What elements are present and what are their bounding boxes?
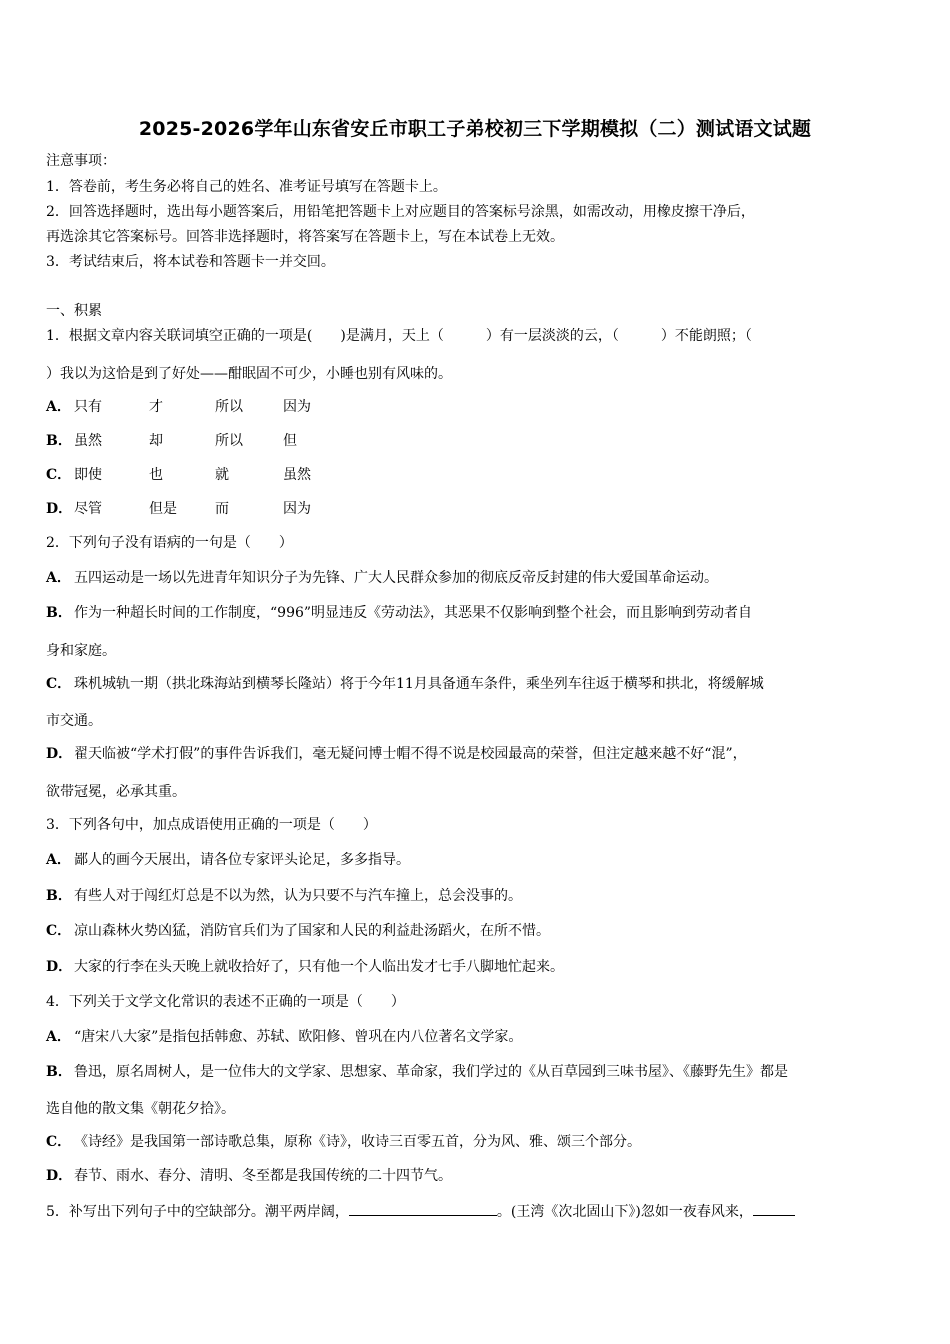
question-3-stem: 3．下列各句中，加点成语使用正确的一项是（ ） [46, 817, 377, 833]
option-word: 但是 [149, 501, 177, 517]
option-word: 而 [215, 501, 229, 517]
option-text: 翟天临被“学术打假”的事件告诉我们，毫无疑问博士帽不得不说是校园最高的荣誉，但注定越来越不好“混”， [74, 746, 747, 762]
q4-option-a [46, 1027, 522, 1047]
q2-option-a [46, 568, 718, 588]
option-label: C． [46, 1134, 72, 1150]
option-text: “唐宋八大家”是指包括韩愈、苏轼、欧阳修、曾巩在内八位著名文学家。 [74, 1029, 523, 1045]
question-5-text: 。(王湾《次北固山下》)忽如一夜春风来， [496, 1204, 753, 1220]
option-label: A． [46, 570, 71, 586]
notice-item: 2．回答选择题时，选出每小题答案后，用铅笔把答题卡上对应题目的答案标号涂黑，如需改动，用橡皮擦干净后， [46, 204, 755, 220]
q2-option-c-cont: 市交通。 [46, 713, 102, 729]
q2-option-c [46, 674, 764, 694]
page-title: 2025-2026学年山东省安丘市职工子弟校初三下学期模拟（二）测试语文试题 [138, 118, 812, 140]
q2-option-b-cont: 身和家庭。 [46, 643, 116, 659]
option-word: 只有 [74, 399, 102, 415]
option-label: C． [46, 676, 72, 692]
question-5-text: 5．补写出下列句子中的空缺部分。潮平两岸阔， [46, 1204, 349, 1220]
q3-option-d [46, 957, 564, 977]
q1-option-a [46, 397, 311, 417]
q2-option-d [46, 744, 747, 764]
option-label: C． [46, 923, 72, 939]
option-word: 虽然 [74, 433, 102, 449]
option-label: D． [46, 1168, 73, 1184]
notice-item: 3．考试结束后，将本试卷和答题卡一并交回。 [46, 254, 335, 270]
q4-option-d [46, 1166, 452, 1186]
option-text: 《诗经》是我国第一部诗歌总集，原称《诗》，收诗三百零五首，分为风、雅、颂三个部分。 [74, 1134, 641, 1150]
q3-option-c [46, 921, 550, 941]
option-label: D． [46, 501, 73, 517]
q4-option-b-cont: 选自他的散文集《朝花夕拾》。 [46, 1101, 235, 1117]
option-text: 珠机城轨一期（拱北珠海站到横琴长隆站）将于今年11月具备通车条件，乘坐列车往返于横琴和拱北，将缓解城 [74, 676, 764, 692]
answer-blank[interactable] [753, 1201, 795, 1216]
option-text: 大家的行李在头天晚上就收拾好了，只有他一个人临出发才七手八脚地忙起来。 [74, 959, 564, 975]
option-label: B． [46, 888, 72, 904]
question-1-stem-cont: ）我以为这恰是到了好处——酣眠固不可少，小睡也别有风味的。 [46, 366, 452, 382]
q1-option-b [46, 431, 297, 451]
option-word: 才 [149, 399, 163, 415]
q3-option-a [46, 850, 410, 870]
q1-option-d [46, 499, 311, 519]
option-text: 作为一种超长时间的工作制度，“996”明显违反《劳动法》，其恶果不仅影响到整个社会，而且影响到劳动者自 [74, 605, 753, 621]
option-word: 因为 [283, 399, 311, 415]
option-label: D． [46, 959, 73, 975]
question-5-stem [46, 1201, 795, 1222]
answer-blank[interactable] [349, 1201, 497, 1216]
notice-item: 1．答卷前，考生务必将自己的姓名、准考证号填写在答题卡上。 [46, 179, 447, 195]
option-word: 虽然 [283, 467, 311, 483]
question-4-stem: 4．下列关于文学文化常识的表述不正确的一项是（ ） [46, 994, 405, 1010]
option-word: 但 [283, 433, 297, 449]
option-word: 也 [149, 467, 163, 483]
q4-option-b [46, 1062, 788, 1082]
option-text: 五四运动是一场以先进青年知识分子为先锋、广大人民群众参加的彻底反帝反封建的伟大爱国革命运动。 [74, 570, 718, 586]
option-label: B． [46, 433, 72, 449]
option-label: B． [46, 605, 72, 621]
option-word: 尽管 [74, 501, 102, 517]
question-2-stem: 2．下列句子没有语病的一句是（ ） [46, 535, 293, 551]
option-text: 鄙人的画今天展出，请各位专家评头论足，多多指导。 [74, 852, 410, 868]
option-label: D． [46, 746, 73, 762]
q4-option-c [46, 1132, 641, 1152]
section-heading: 一、积累 [46, 303, 102, 319]
option-text: 有些人对于闯红灯总是不以为然，认为只要不与汽车撞上，总会没事的。 [74, 888, 522, 904]
q2-option-d-cont: 欲带冠冕，必承其重。 [46, 784, 186, 800]
option-text: 春节、雨水、春分、清明、冬至都是我国传统的二十四节气。 [74, 1168, 452, 1184]
option-text: 凉山森林火势凶猛，消防官兵们为了国家和人民的利益赴汤蹈火，在所不惜。 [74, 923, 550, 939]
option-label: A． [46, 399, 71, 415]
notice-heading: 注意事项： [46, 153, 116, 169]
question-1-stem: 1．根据文章内容关联词填空正确的一项是( )是满月，天上（ ）有一层淡淡的云，（ ）不能朗照；（ [46, 328, 752, 344]
q1-option-c [46, 465, 311, 485]
option-word: 所以 [215, 399, 243, 415]
option-label: B． [46, 1064, 72, 1080]
option-label: A． [46, 852, 71, 868]
option-word: 就 [215, 467, 229, 483]
notice-item: 再选涂其它答案标号。回答非选择题时，将答案写在答题卡上，写在本试卷上无效。 [46, 229, 564, 245]
option-word: 却 [149, 433, 163, 449]
option-word: 所以 [215, 433, 243, 449]
q3-option-b [46, 886, 522, 906]
option-text: 鲁迅，原名周树人，是一位伟大的文学家、思想家、革命家，我们学过的《从百草园到三味书屋》、《藤野先生》都是 [74, 1064, 788, 1080]
option-word: 因为 [283, 501, 311, 517]
option-word: 即使 [74, 467, 102, 483]
option-label: C． [46, 467, 72, 483]
q2-option-b [46, 603, 752, 623]
option-label: A． [46, 1029, 71, 1045]
